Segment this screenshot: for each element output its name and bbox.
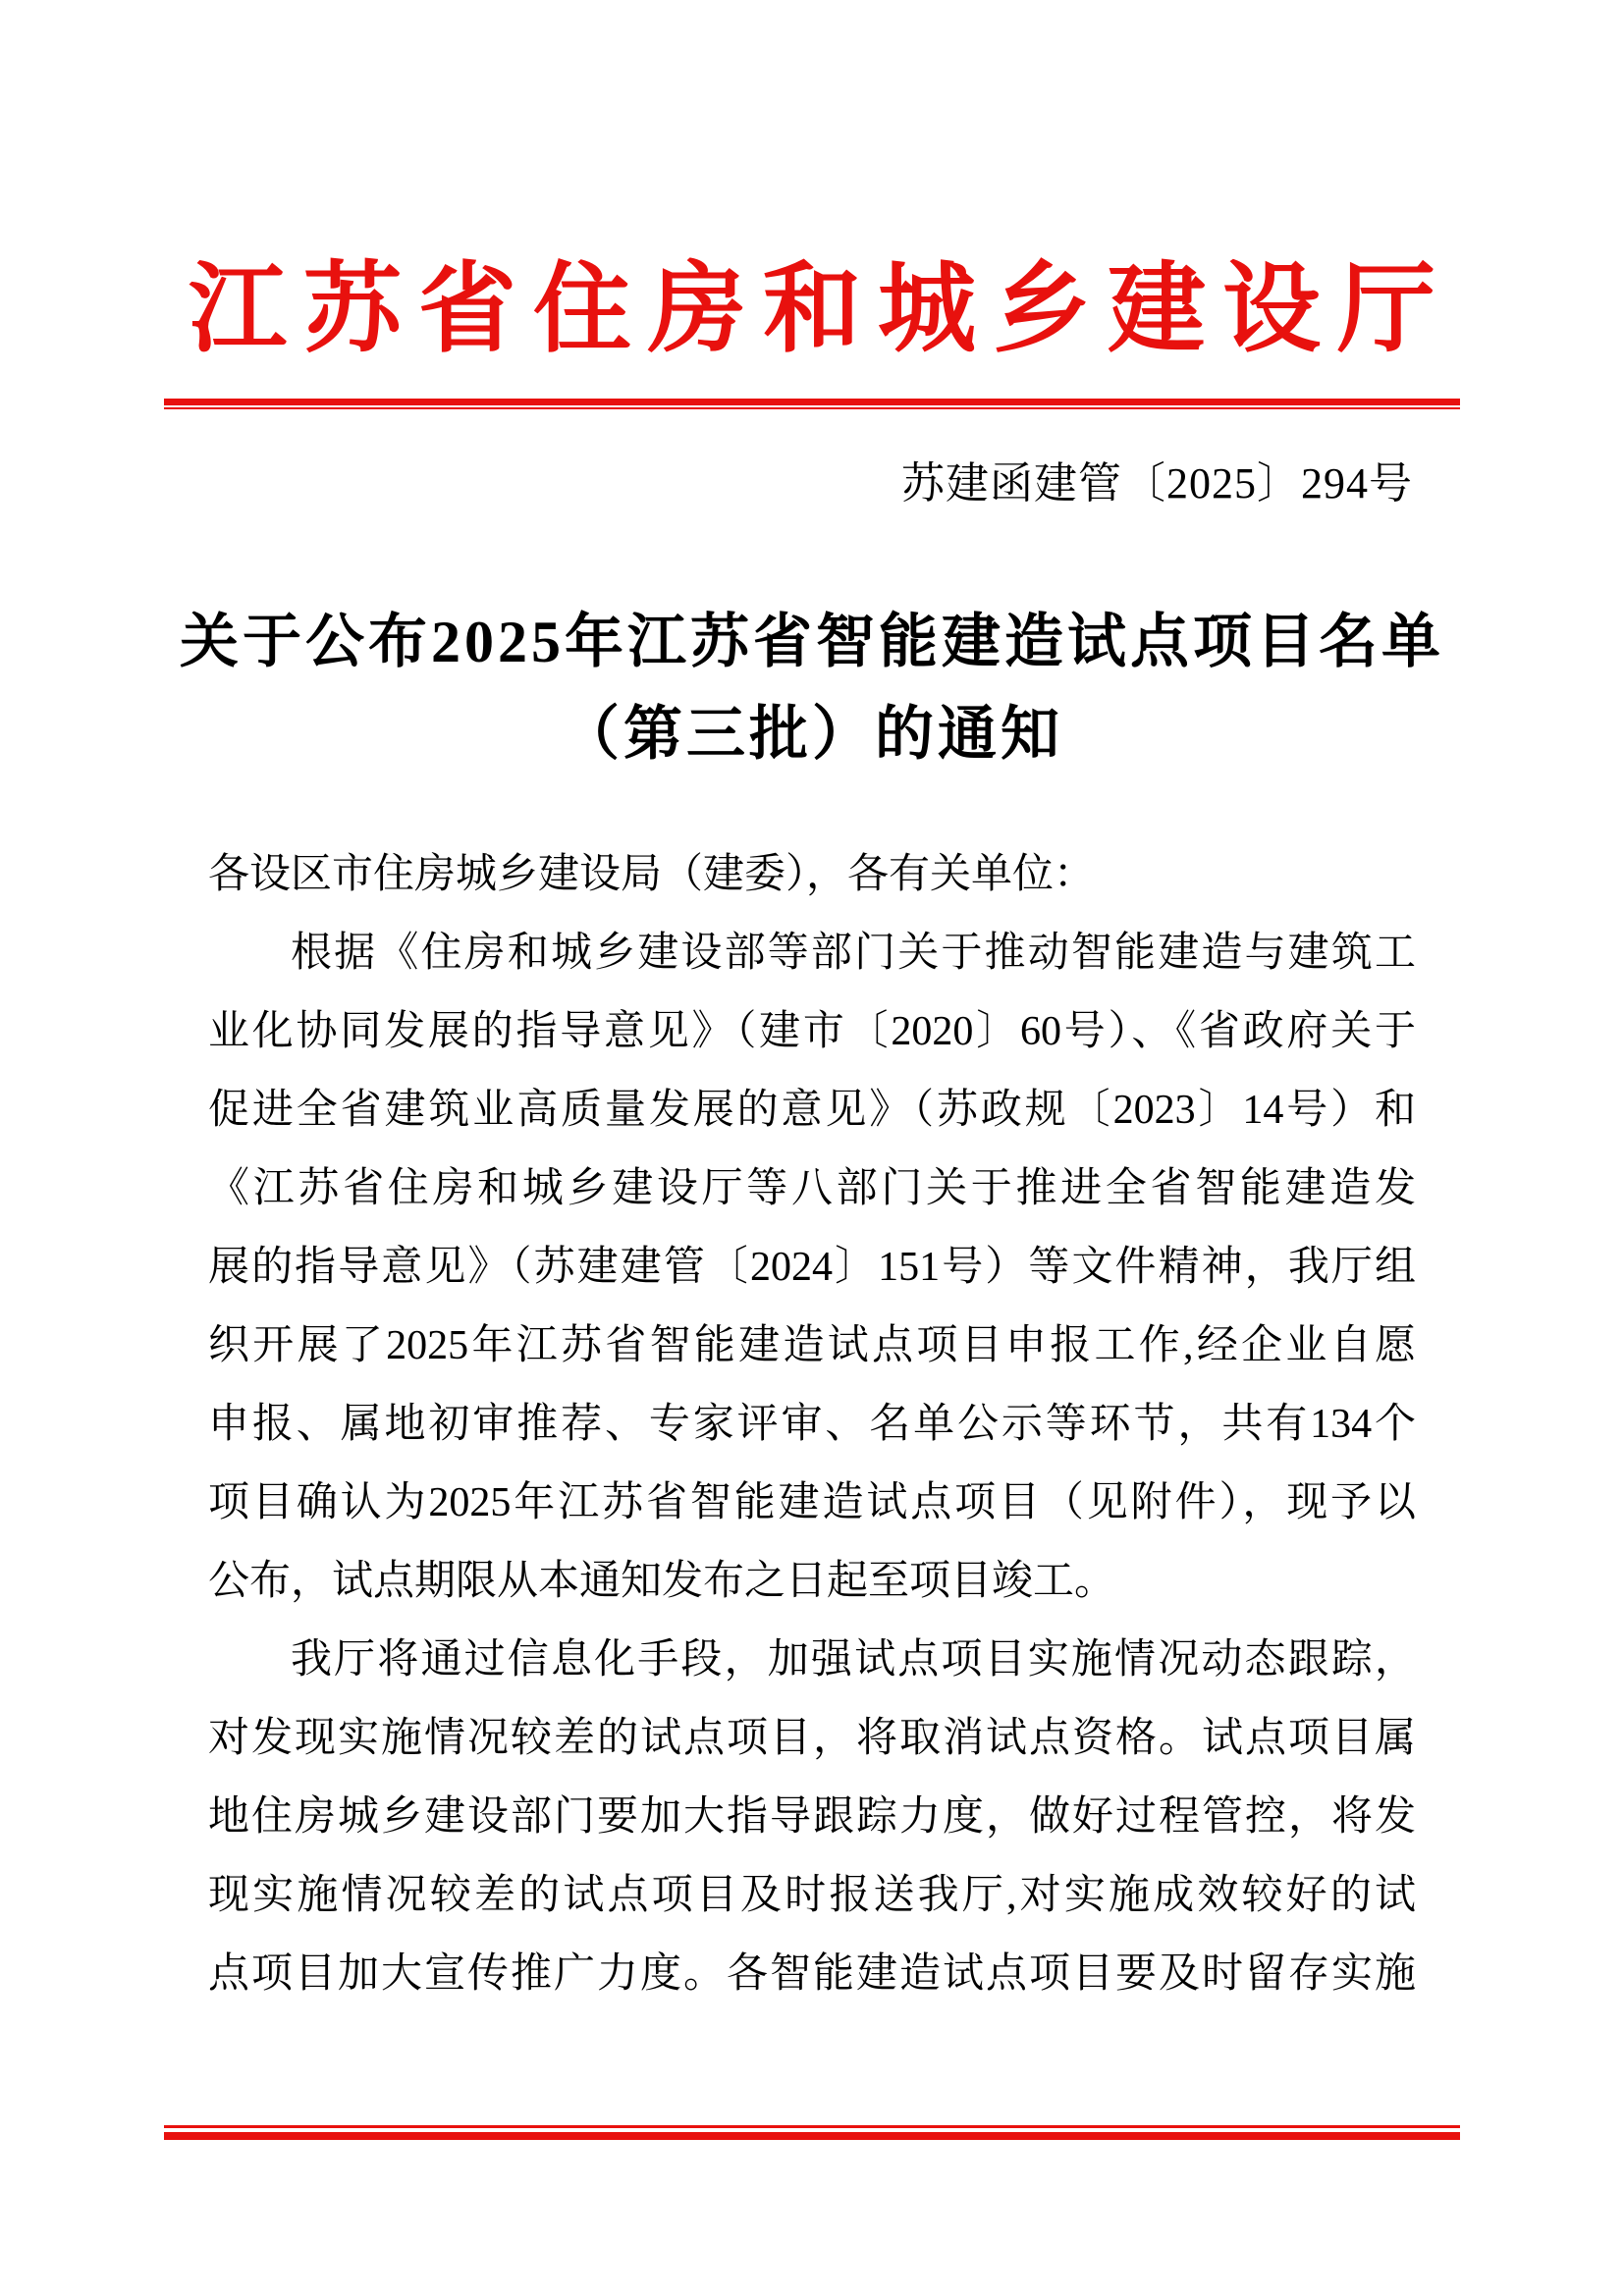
document-number: 苏建函建管〔2025〕294号 [901, 459, 1413, 507]
notice-title-line2: （第三批）的通知 [561, 702, 1063, 767]
body-text [208, 835, 1416, 2013]
body-line: 地住房城乡建设部门要加大指导跟踪力度，做好过程管控，将发 [208, 1794, 1416, 1840]
body-line: 织开展了2025年江苏省智能建造试点项目申报工作,经企业自愿 [208, 1323, 1416, 1368]
body-line: 业化协同发展的指导意见》（建市〔2020〕60号）、《省政府关于 [208, 1009, 1416, 1054]
footer-divider-rule [164, 2125, 1460, 2140]
body-line: 对发现实施情况较差的试点项目，将取消试点资格。试点项目属 [208, 1716, 1416, 1761]
notice-title [164, 596, 1460, 780]
letterhead-divider-rule [164, 399, 1460, 409]
body-line: 公布，试点期限从本通知发布之日起至项目竣工。 [208, 1559, 1116, 1604]
notice-title-line1: 关于公布2025年江苏省智能建造试点项目名单 [180, 610, 1444, 674]
body-line: 项目确认为2025年江苏省智能建造试点项目（见附件），现予以 [208, 1480, 1416, 1525]
body-line: 现实施情况较差的试点项目及时报送我厅,对实施成效较好的试 [208, 1873, 1416, 1918]
document-content [164, 0, 1460, 2140]
body-line: 展的指导意见》（苏建建管〔2024〕151号）等文件精神，我厅组 [208, 1245, 1416, 1290]
body-line: 点项目加大宣传推广力度。各智能建造试点项目要及时留存实施 [208, 1951, 1416, 1997]
body-line: 各设区市住房城乡建设局（建委），各有关单位： [208, 852, 1096, 897]
body-line: 《江苏省住房和城乡建设厅等八部门关于推进全省智能建造发 [208, 1166, 1416, 1211]
body-line: 申报、属地初审推荐、专家评审、名单公示等环节，共有134个 [208, 1402, 1416, 1447]
body-line: 促进全省建筑业高质量发展的意见》（苏政规〔2023〕14号）和 [208, 1088, 1416, 1133]
body-line: 我厅将通过信息化手段，加强试点项目实施情况动态跟踪， [291, 1637, 1416, 1682]
agency-letterhead-title: 江苏省住房和城乡建设厅 [189, 255, 1452, 364]
body-line: 根据《住房和城乡建设部等部门关于推动智能建造与建筑工 [291, 931, 1416, 976]
